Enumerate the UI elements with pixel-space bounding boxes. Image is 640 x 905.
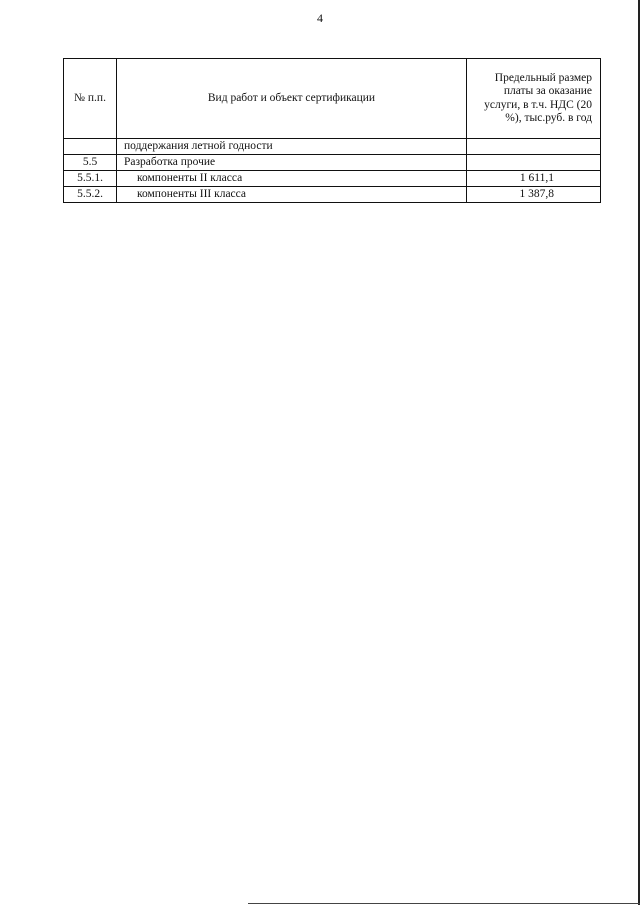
row-price: 1 611,1 [467,171,601,187]
row-price [467,139,601,155]
row-number: 5.5 [64,155,117,171]
row-name: компоненты III класса [117,187,467,203]
table-header [64,59,601,139]
table-row [64,155,601,171]
row-number: 5.5.1. [64,171,117,187]
table-row [64,171,601,187]
row-price: 1 387,8 [467,187,601,203]
table-row [64,187,601,203]
header-work-type: Вид работ и объект сертификации [117,59,467,139]
header-max-price: Предельный размер платы за оказание услуги, в т.ч. НДС (20 %), тыс.руб. в год [467,59,601,139]
row-name: поддержания летной годности [117,139,467,155]
row-number: 5.5.2. [64,187,117,203]
table-row [64,139,601,155]
row-name: компоненты II класса [117,171,467,187]
row-price [467,155,601,171]
header-row [64,59,601,139]
table-body [64,139,601,203]
page-number: 4 [317,11,323,25]
scan-bottom-line [248,903,640,904]
header-number: № п.п. [64,59,117,139]
price-table [63,58,601,203]
row-number [64,139,117,155]
row-name: Разработка прочие [117,155,467,171]
